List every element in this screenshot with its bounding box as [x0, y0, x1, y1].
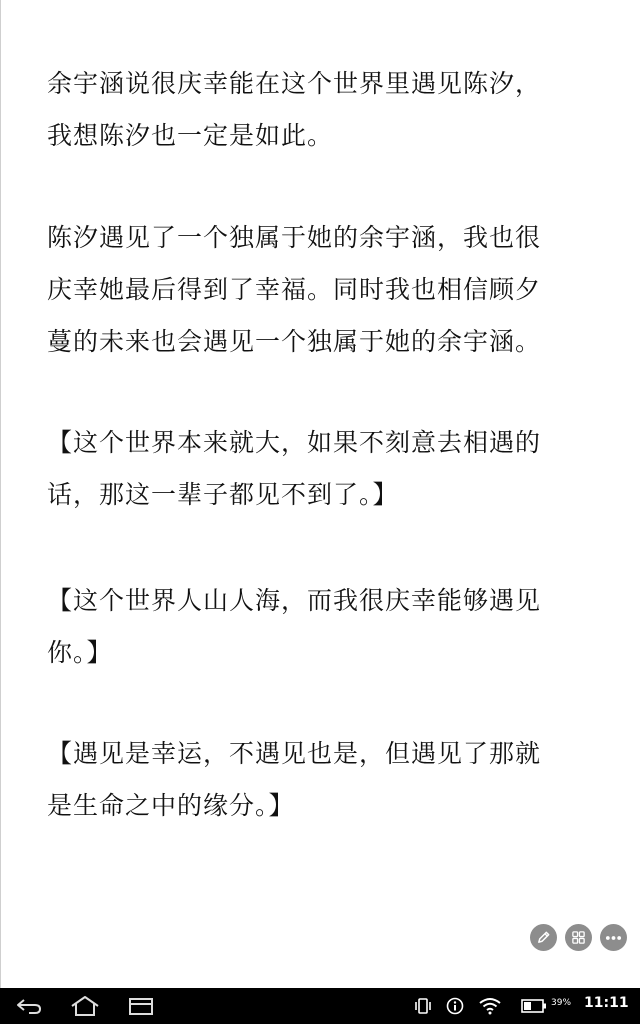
vibrate-icon	[412, 994, 434, 1018]
info-icon	[446, 994, 464, 1018]
recent-apps-button[interactable]	[126, 994, 156, 1018]
paragraph-2: 陈汐遇见了一个独属于她的余宇涵，我也很 庆幸她最后得到了幸福。同时我也相信顾夕 蔓的未来也会遇见一个独属于她的余宇涵。	[47, 223, 542, 356]
system-navigation-bar	[0, 988, 640, 1024]
paragraph-3: 【这个世界本来就大，如果不刻意去相遇的 话，那这一辈子都见不到了。】	[47, 428, 542, 509]
edit-button[interactable]	[530, 924, 557, 951]
paragraph-4: 【这个世界人山人海，而我很庆幸能够遇见 你。】	[47, 586, 542, 667]
battery-percentage: 39%	[551, 998, 572, 1008]
back-button[interactable]	[14, 994, 44, 1018]
back-icon	[15, 996, 43, 1016]
status-clock: 11:11	[584, 995, 629, 1011]
paragraph-5: 【遇见是幸运，不遇见也是，但遇见了那就 是生命之中的缘分。】	[47, 739, 542, 820]
paragraph-1: 余宇涵说很庆幸能在这个世界里遇见陈汐， 我想陈汐也一定是如此。	[47, 69, 542, 150]
home-icon	[69, 995, 101, 1017]
more-icon	[605, 935, 622, 941]
recent-apps-icon	[128, 996, 154, 1016]
grid-icon	[571, 930, 586, 945]
home-button[interactable]	[68, 994, 102, 1018]
more-button[interactable]	[600, 924, 627, 951]
wifi-icon	[478, 994, 502, 1018]
grid-button[interactable]	[565, 924, 592, 951]
pencil-icon	[536, 930, 551, 945]
battery-icon	[520, 994, 548, 1018]
